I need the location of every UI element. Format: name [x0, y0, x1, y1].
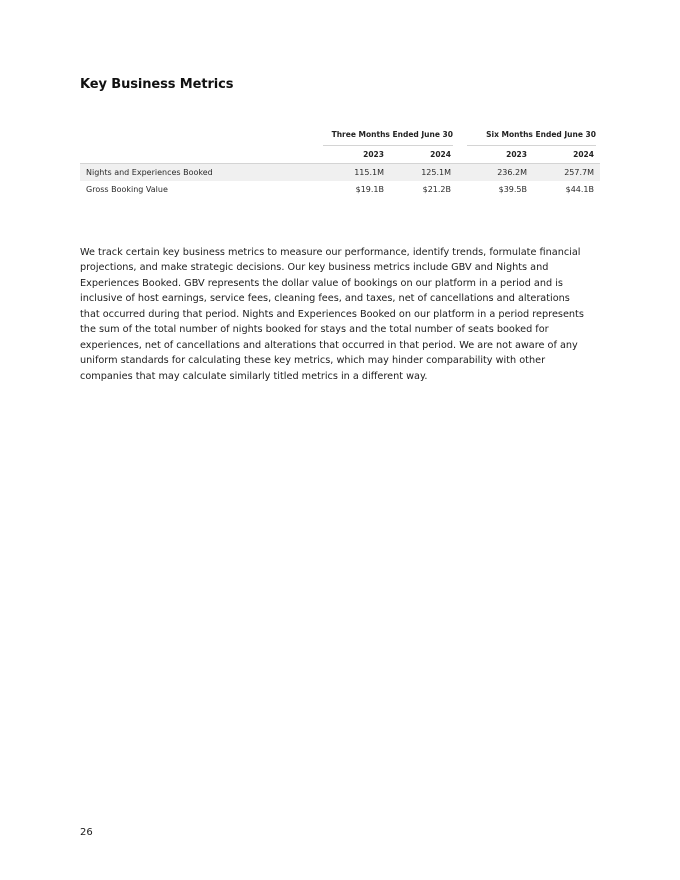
section-title: Key Business Metrics — [80, 77, 234, 92]
row-label: Gross Booking Value — [86, 185, 168, 194]
table-cell: $21.2B — [422, 185, 451, 194]
column-header-year: 2023 — [506, 150, 527, 159]
table-cell: 125.1M — [421, 168, 451, 177]
table-cell: $39.5B — [498, 185, 527, 194]
column-group-six-months: Six Months Ended June 30 — [467, 127, 596, 146]
column-header-year: 2024 — [430, 150, 451, 159]
table-cell: 257.7M — [564, 168, 594, 177]
table-cell: $44.1B — [565, 185, 594, 194]
table-cell: 115.1M — [354, 168, 384, 177]
table-cell: $19.1B — [355, 185, 384, 194]
table-row — [80, 163, 600, 181]
column-group-three-months: Three Months Ended June 30 — [323, 127, 453, 146]
table-row — [80, 181, 600, 198]
column-header-year: 2023 — [363, 150, 384, 159]
table-cell: 236.2M — [497, 168, 527, 177]
row-label: Nights and Experiences Booked — [86, 168, 213, 177]
body-paragraph: We track certain key business metrics to measure our performance, identify trends, formulate financial projections, and make strategic decisions. Our key business metrics include GBV and Nights and Experiences Booked. GBV represents the dollar value of bookings on our platform in a period and is inclusive of host earnings, service fees, cleaning fees, and taxes, net of cancellations and alterations that occurred during that period. Nights and Experiences Booked on our platform in a period represents the sum of the total number of nights booked for stays and the total number of seats booked for experiences, net of cancellations and alterations that occurred in that period. We are not aware of any uniform standards for calculating these key metrics, which may hinder comparability with other companies that may calculate similarly titled metrics in a different way. — [80, 246, 584, 382]
page-number: 26 — [80, 827, 93, 838]
column-header-year: 2024 — [573, 150, 594, 159]
